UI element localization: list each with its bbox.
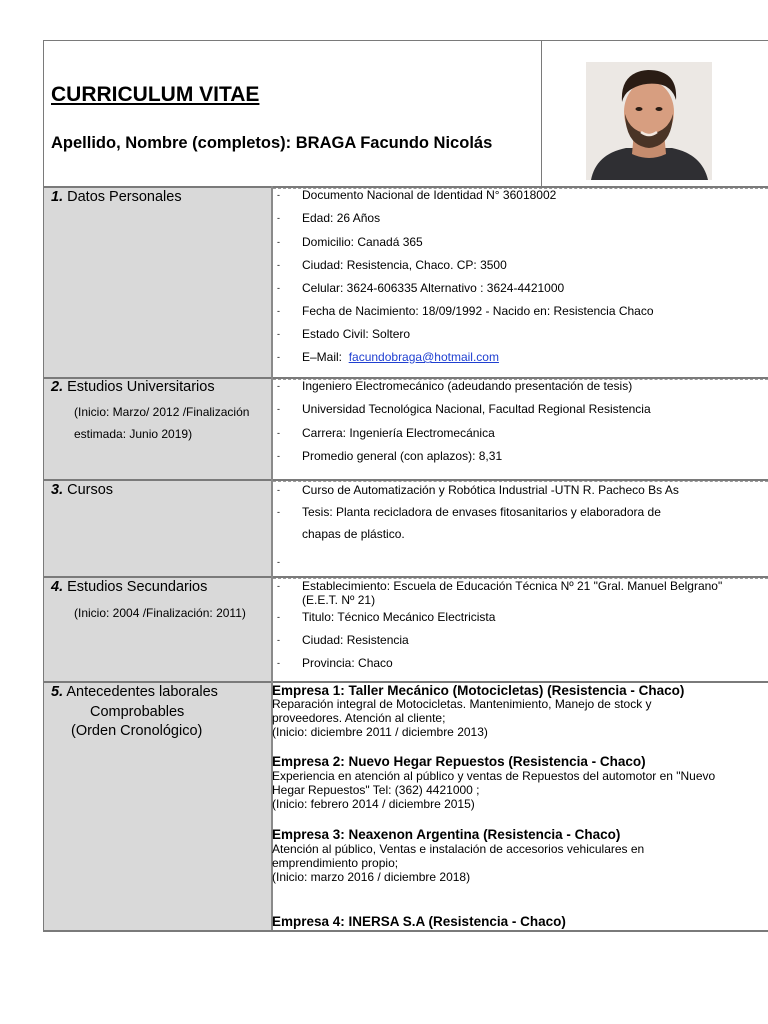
section-title: 5. Antecedentes laborales <box>51 684 218 700</box>
section-title: 2. Estudios Universitarios <box>51 379 215 395</box>
section-courses: 3. Cursos - Curso de Automatización y Robótica Industrial -UTN R. Pacheco Bs As - Tesis: Planta recicladora de envases fitosanitarios y elaboradora de chapas de plástico. - <box>43 479 768 578</box>
section-label-cell <box>43 186 271 379</box>
section-personal: 1. Datos Personales - Documento Nacional de Identidad N° 36018002 - Edad: 26 Años - Domicilio: Canadá 365 - Ciudad: Resistencia, Chaco. CP: 3500 - Celular: 3624-606335 Alternativo : 3624-4421000 - Fecha de Nacimiento: 18/09/1992 - Nacido en: Resistencia Chaco - Estado Civil: Soltero - E–Mail: facundobraga@hotmail.com <box>43 186 768 379</box>
email-link[interactable]: facundobraga@hotmail.com <box>348 350 499 364</box>
job-text: (Inicio: febrero 2014 / diciembre 2015) <box>272 797 475 811</box>
table-bottom-border <box>43 930 768 932</box>
job-text: Experiencia en atención al público y ventas de Repuestos del automotor en "Nuevo <box>272 769 716 783</box>
section-title: 4. Estudios Secundarios <box>51 579 208 595</box>
job-text: Reparación integral de Motocicletas. Mantenimiento, Manejo de stock y <box>272 697 652 711</box>
job-text: proveedores. Atención al cliente; <box>272 711 446 725</box>
section-subtitle: estimada: Junio 2019) <box>74 427 193 441</box>
section-title: 1. Datos Personales <box>51 189 182 205</box>
section-title: 3. Cursos <box>51 482 114 498</box>
job-text: Hegar Repuestos" Tel: (362) 4421000 ; <box>272 783 480 797</box>
job-heading: Empresa 3: Neaxenon Argentina (Resistencia - Chaco) <box>272 827 621 842</box>
section-subtitle: (Inicio: Marzo/ 2012 /Finalización <box>74 405 250 419</box>
job-text: (Inicio: diciembre 2011 / diciembre 2013) <box>272 725 488 739</box>
cv-title: CURRICULUM VITAE <box>51 83 260 106</box>
section-subtitle: (Inicio: 2004 /Finalización: 2011) <box>74 606 246 620</box>
section-secondary: 4. Estudios Secundarios (Inicio: 2004 /Finalización: 2011) - Establecimiento: Escuela de Educación Técnica Nº 21 "Gral. Manuel Belgrano" (E.E.T. Nº 21) - Titulo: Técnico Mecánico Electricista - Ciudad: Resistencia - Provincia: Chaco <box>43 576 768 683</box>
header-divider <box>541 40 542 186</box>
job-heading: Empresa 4: INERSA S.A (Resistencia - Chaco) <box>272 914 566 929</box>
job-heading: Empresa 1: Taller Mecánico (Motocicletas) (Resistencia - Chaco) <box>272 683 685 698</box>
profile-photo <box>586 62 712 180</box>
job-text: Atención al público, Ventas e instalación de accesorios vehiculares en <box>272 842 645 856</box>
full-name: Apellido, Nombre (completos): BRAGA Facundo Nicolás <box>51 134 493 152</box>
job-heading: Empresa 2: Nuevo Hegar Repuestos (Resistencia - Chaco) <box>272 754 646 769</box>
section-title-line: (Orden Cronológico) <box>71 723 203 739</box>
section-university: 2. Estudios Universitarios (Inicio: Marzo/ 2012 /Finalización estimada: Junio 2019) - Ingeniero Electromecánico (adeudando presentación de tesis) - Universidad Tecnológica Nacional, Facultad Regional Resistencia - Carrera: Ingeniería Electromecánica - Promedio general (con aplazos): 8,31 <box>43 377 768 480</box>
job-text: (Inicio: marzo 2016 / diciembre 2018) <box>272 870 471 884</box>
job-text: emprendimiento propio; <box>272 856 399 870</box>
section-work <box>43 681 768 931</box>
section-title-line: Comprobables <box>90 704 185 720</box>
